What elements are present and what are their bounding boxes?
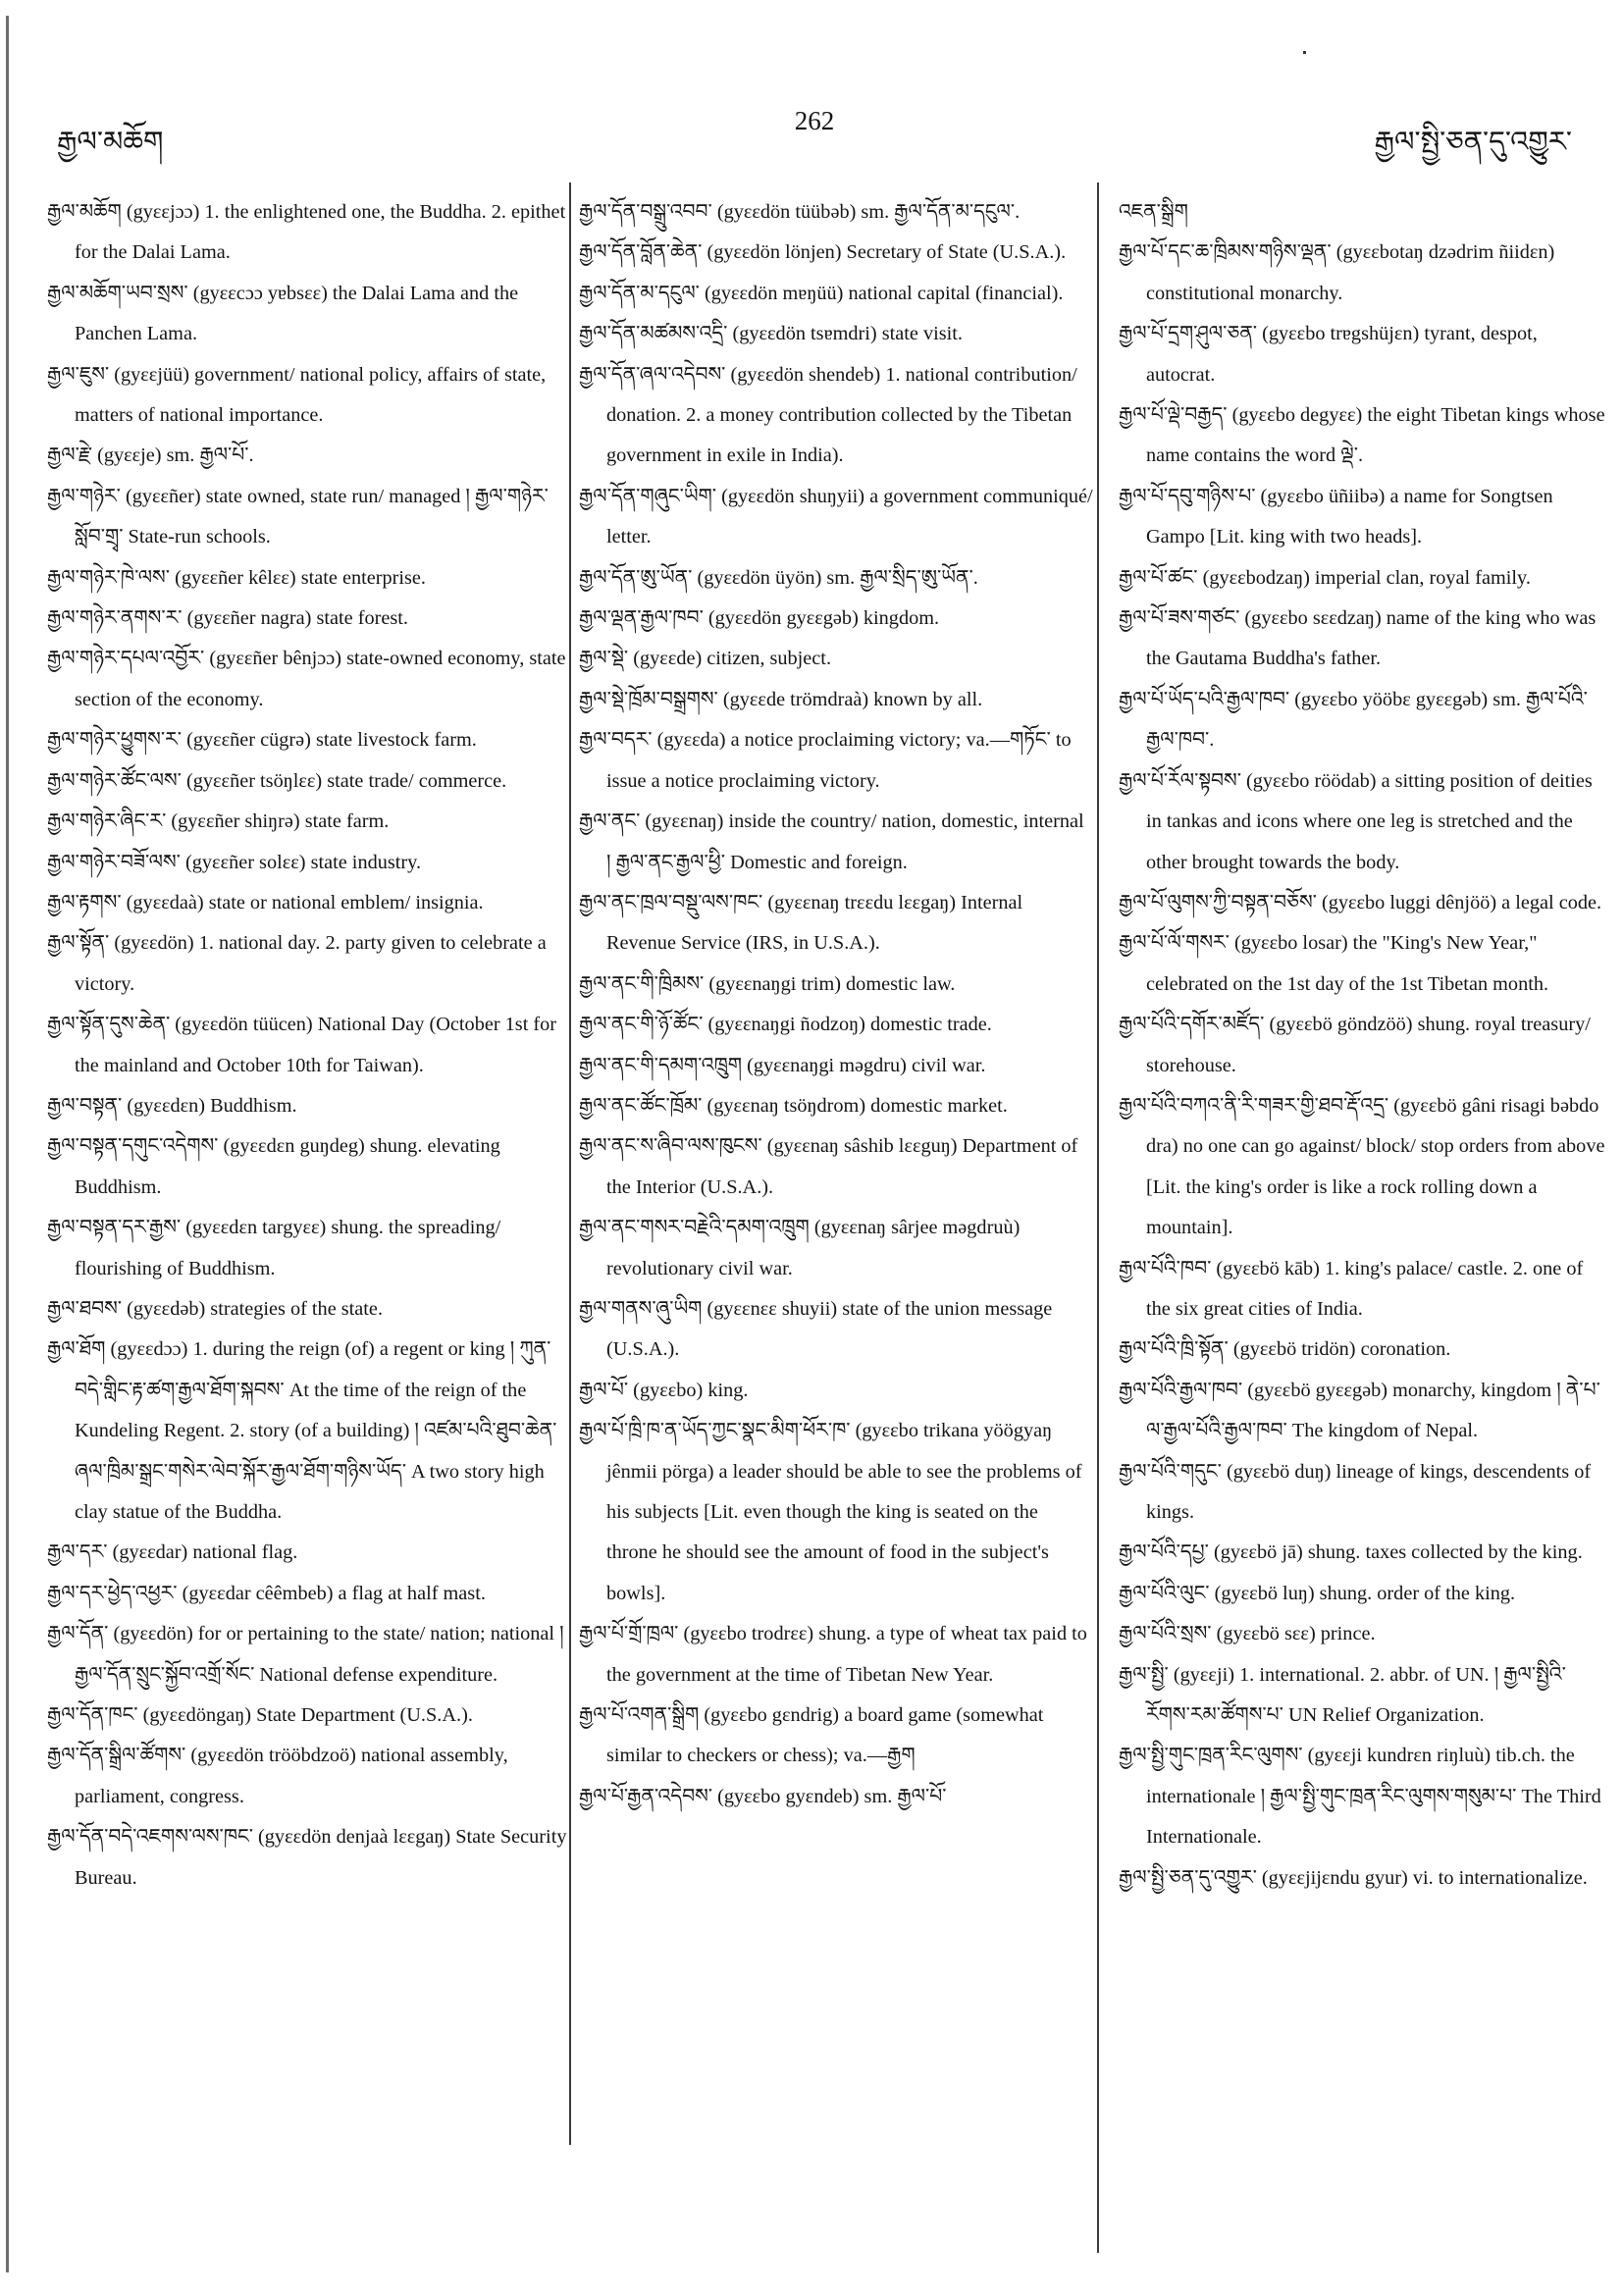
dictionary-entry: རྒྱལ་དོན་མ་དངུལ་ (gyɛɛdön mɐŋüü) national capital (financial). — [579, 282, 1064, 304]
dictionary-entry: རྒྱལ་ནང་གི་ཁྲིམས་ (gyɛɛnaŋgi trim) domestic law. — [579, 972, 956, 995]
dictionary-entry: རྒྱལ་ཐོག (gyɛɛdɔɔ) 1. during the reign (of) a regent or king ། ཀུན་བདེ་གླིང་རྟ་ཚག་རྒྱལ་ཐོག་སྐབས་ At the time of the reign of the Kundeling Regent. 2. story (of a building) ། འཛམ་པའི་ཐུབ་ཆེན་ཞལ་ཁྲིམ་སྒྲང་གསེར་ལེབ་སྐོར་རྒྱལ་ཐོག་གཉིས་ཡོད་ A two story high clay statue of the Buddha. — [47, 1338, 557, 1523]
dictionary-entry: རྒྱལ་པོ་ཚང་ (gyɛɛbodzaŋ) imperial clan, royal family. — [1119, 566, 1531, 589]
dictionary-entry: རྒྱལ་པོའི་དགོར་མཛོད་ (gyɛɛbö göndzöö) shung. royal treasury/ storehouse. — [1119, 1014, 1591, 1076]
dictionary-entry: རྒྱལ་ཇུས་ (gyɛɛjüü) government/ national policy, affairs of state, matters of national importance. — [47, 363, 547, 427]
dictionary-entry: རྒྱལ་ནང་ཁྲལ་བསྡུ་ལས་ཁང་ (gyɛɛnaŋ trɛɛdu lɛɛgaŋ) Internal Revenue Service (IRS, in U.S.A.). — [579, 891, 1023, 955]
page-number: 262 — [794, 106, 835, 135]
dictionary-entry: རྒྱལ་དར་ཕྱེད་འཕྱར་ (gyɛɛdar cêêmbeb) a flag at half mast. — [47, 1582, 486, 1604]
dictionary-entry: རྒྱལ་པོ་ལུགས་ཀྱི་བསྟན་བཅོས་ (gyɛɛbo luggi dênjöö) a legal code. — [1119, 891, 1602, 913]
dictionary-entry: རྒྱལ་ནང་གི་དམག་འཁྲུག (gyɛɛnaŋgi məgdru) civil war. — [579, 1054, 986, 1076]
dictionary-entry: རྒྱལ་བསྟན་ (gyɛɛdɛn) Buddhism. — [47, 1094, 297, 1117]
dictionary-entry: རྒྱལ་པོ་རོལ་སྟབས་ (gyɛɛbo röödab) a sitting position of deities in tankas and icons where one leg is stretched and the other brought towards the body. — [1119, 769, 1593, 873]
dictionary-entry: རྒྱལ་དོན་ཨུ་ཡོན་ (gyɛɛdön üyön) sm. རྒྱལ་སྲིད་ཨུ་ཡོན་. — [579, 566, 978, 589]
dictionary-entry: རྒྱལ་དོན་ཁང་ (gyɛɛdöngaŋ) State Department (U.S.A.). — [47, 1704, 473, 1727]
dictionary-entry: རྒྱལ་པོ་ཡོད་པའི་རྒྱལ་ཁབ་ (gyɛɛbo yööbɛ gyɛɛgəb) sm. རྒྱལ་པོའི་རྒྱལ་ཁབ་. — [1119, 688, 1588, 752]
dictionary-entry: རྒྱལ་སྤྱི་ (gyɛɛji) 1. international. 2. abbr. of UN. ། རྒྱལ་སྤྱིའི་རོགས་རམ་ཚོགས་པ་ UN Relief Organization. — [1119, 1663, 1566, 1727]
dictionary-entry: རྒྱལ་གཉེར་ཞིང་ར་ (gyɛɛñer shiŋrə) state farm. — [47, 810, 390, 833]
dictionary-entry: རྒྱལ་རྟགས་ (gyɛɛdaà) state or national emblem/ insignia. — [47, 891, 484, 913]
dictionary-entry: རྒྱལ་པོ་ (gyɛɛbo) king. — [579, 1379, 749, 1401]
dictionary-entry: རྒྱལ་ནང་གི་ཉོ་ཚོང་ (gyɛɛnaŋgi ñodzoŋ) domestic trade. — [579, 1014, 992, 1036]
dictionary-entry: རྒྱལ་དོན་བདེ་འཇགས་ལས་ཁང་ (gyɛɛdön denjaà lɛɛgaŋ) State Security Bureau. — [47, 1826, 567, 1889]
dictionary-entry: རྒྱལ་གཉེར་ཁེ་ལས་ (gyɛɛñer kêlɛɛ) state enterprise. — [47, 566, 426, 589]
dictionary-entry: རྒྱལ་པོའི་གདུང་ (gyɛɛbö duŋ) lineage of kings, descendents of kings. — [1119, 1460, 1592, 1523]
dictionary-entry: རྒྱལ་མཆོག་ཡབ་སྲས་ (gyɛɛcɔɔ yɐbsɛɛ) the Dalai Lama and the Panchen Lama. — [47, 282, 519, 345]
right-running-head: རྒྱལ་སྤྱི་ཅན་དུ་འགྱུར་ — [1374, 127, 1572, 158]
dictionary-entry: རྒྱལ་སྟོན་ (gyɛɛdön) 1. national day. 2. party given to celebrate a victory. — [47, 932, 547, 995]
dictionary-entry: རྒྱལ་དར་ (gyɛɛdar) national flag. — [47, 1541, 298, 1564]
dictionary-entry: རྒྱལ་ནང་ཚོང་ཁྲོམ་ (gyɛɛnaŋ tsöŋdrom) domestic market. — [579, 1094, 1008, 1117]
dictionary-entry: རྒྱལ་པོ་ཁྲི་ཁ་ན་ཡོད་ཀྱང་སྣང་མིག་ཕོར་ཁ་ (gyɛɛbo trikana yöögyaŋ jênmii pörga) a leader should be able to see the problems of his subjects [Lit. even though the king is seated on the throne he should see the amount of food in the subject's bowls]. — [579, 1420, 1082, 1604]
dictionary-entry: རྒྱལ་སྡེ་ (gyɛɛde) citizen, subject. — [579, 648, 832, 670]
dictionary-entry: རྒྱལ་ནང་གསར་བརྗེའི་དམག་འཁྲུག (gyɛɛnaŋ sârjee məgdruù) revolutionary civil war. — [579, 1217, 1021, 1279]
dictionary-entry: རྒྱལ་གཉེར་ (gyɛɛñer) state owned, state run/ managed ། རྒྱལ་གཉེར་སློབ་གྲྭ་ State-run schools. — [47, 485, 549, 548]
dictionary-entry: རྒྱལ་དོན་བསྒྲུ་འབབ་ (gyɛɛdön tüübəb) sm. རྒྱལ་དོན་མ་དངུལ་. — [579, 201, 1021, 223]
column-3 — [1119, 192, 1609, 1899]
scan-speck — [1303, 51, 1306, 54]
dictionary-entry: རྒྱལ་རྗེ་ (gyɛɛje) sm. རྒྱལ་པོ་. — [47, 444, 254, 467]
dictionary-entry: རྒྱལ་གཉེར་ནགས་ར་ (gyɛɛñer nagra) state forest. — [47, 607, 408, 630]
dictionary-entry: རྒྱལ་པོ་ལོ་གསར་ (gyɛɛbo losar) the "King's New Year," celebrated on the 1st day of the 1st Tibetan month. — [1119, 932, 1549, 995]
dictionary-entry: རྒྱལ་པོའི་དཔྱ་ (gyɛɛbö jā) shung. taxes collected by the king. — [1119, 1541, 1583, 1564]
dictionary-entry: རྒྱལ་སྡེ་ཁྲོམ་བསྒྲགས་ (gyɛɛde trömdraà) known by all. — [579, 688, 983, 710]
dictionary-entry: རྒྱལ་པོ་འགན་སྒྲིག (gyɛɛbo gɛndrig) a board game (somewhat similar to checkers or chess); va.—རྒྱག — [579, 1704, 1044, 1767]
dictionary-entry: རྒྱལ་དོན་ཞལ་འདེབས་ (gyɛɛdön shendeb) 1. national contribution/ donation. 2. a money contribution collected by the Tibetan government in exile in India). — [579, 363, 1077, 467]
dictionary-entry: རྒྱལ་ཐབས་ (gyɛɛdəb) strategies of the state. — [47, 1297, 384, 1320]
column-1 — [47, 192, 577, 1899]
dictionary-entry: རྒྱལ་གཉེར་དཔལ་འབྱོར་ (gyɛɛñer bênjɔɔ) state-owned economy, state section of the economy. — [47, 648, 566, 710]
dictionary-entry: རྒྱལ་པོའི་ལུང་ (gyɛɛbö luŋ) shung. order of the king. — [1119, 1582, 1516, 1604]
page-binding-edge — [6, 16, 9, 2272]
dictionary-entry: རྒྱལ་དོན་གཞུང་ཡིག་ (gyɛɛdön shuŋyii) a government communiqué/ letter. — [579, 485, 1093, 548]
column-rule-2 — [1097, 183, 1099, 2253]
dictionary-entry: རྒྱལ་པོའི་བཀའ་ནི་རི་གཟར་གྱི་ཐབ་རྡོ་འདྲ་ (gyɛɛbö gâni risagi bəbdo dra) no one can go against/ block/ stop orders from above [Lit. the king's order is like a rock rolling down a mountain]. — [1119, 1094, 1605, 1239]
dictionary-entry: རྒྱལ་པོ་རྒྱན་འདེབས་ (gyɛɛbo gyɛndeb) sm. རྒྱལ་པོ་ — [579, 1785, 947, 1807]
dictionary-entry: རྒྱལ་ནང་ས་ཞིབ་ལས་ཁུངས་ (gyɛɛnaŋ sâshib lɛɛguŋ) Department of the Interior (U.S.A.). — [579, 1135, 1078, 1198]
dictionary-entry: རྒྱལ་བསྟན་དར་རྒྱས་ (gyɛɛdɛn targyɛɛ) shung. the spreading/ flourishing of Buddhism. — [47, 1217, 501, 1279]
dictionary-entry: རྒྱལ་དོན་བློན་ཆེན་ (gyɛɛdön lönjen) Secretary of State (U.S.A.). — [579, 241, 1067, 264]
dictionary-entry: རྒྱལ་བདར་ (gyɛɛda) a notice proclaiming victory; va.—གཏོང་ to issue a notice proclaiming victory. — [579, 729, 1072, 792]
dictionary-entry: རྒྱལ་གཉེར་ཕྱུགས་ར་ (gyɛɛñer cügrə) state livestock farm. — [47, 729, 477, 752]
dictionary-entry: རྒྱལ་པོའི་སྲས་ (gyɛɛbö sɛɛ) prince. — [1119, 1623, 1376, 1645]
dictionary-entry: རྒྱལ་པོའི་ཁྲི་སྟོན་ (gyɛɛbö tridön) coronation. — [1119, 1338, 1451, 1361]
dictionary-entry: རྒྱལ་དོན་ (gyɛɛdön) for or pertaining to the state/ nation; national ། རྒྱལ་དོན་སྲུང་སྐྱོབ་འགྲོ་སོང་ National defense expenditure. — [47, 1623, 564, 1686]
dictionary-entry: རྒྱལ་པོ་ཟས་གཙང་ (gyɛɛbo sɛɛdzaŋ) name of the king who was the Gautama Buddha's father. — [1119, 607, 1597, 670]
dictionary-entry: རྒྱལ་གཉེར་ཚོང་ལས་ (gyɛɛñer tsöŋlɛɛ) state trade/ commerce. — [47, 769, 507, 792]
dictionary-entry: རྒྱལ་དོན་མཚམས་འདྲི་ (gyɛɛdön tsɐmdri) state visit. — [579, 323, 963, 345]
column-2 — [579, 192, 1093, 1817]
dictionary-entry: རྒྱལ་སྟོན་དུས་ཆེན་ (gyɛɛdön tüücen) National Day (October 1st for the mainland and October 10th for Taiwan). — [47, 1014, 557, 1076]
dictionary-entry: རྒྱལ་གནས་ཞུ་ཡིག (gyɛɛnɛɛ shuyii) state of the union message (U.S.A.). — [579, 1297, 1053, 1361]
dictionary-entry: རྒྱལ་བསྟན་དགུང་འདེགས་ (gyɛɛdɛn guŋdeg) shung. elevating Buddhism. — [47, 1135, 500, 1198]
dictionary-entry: རྒྱལ་མཆོག (gyɛɛjɔɔ) 1. the enlightened one, the Buddha. 2. epithet for the Dalai Lama. — [47, 201, 566, 264]
left-running-head: རྒྱལ་མཆོག — [57, 127, 164, 158]
dictionary-entry: རྒྱལ་པོ་དབུ་གཉིས་པ་ (gyɛɛbo üñiibə) a name for Songtsen Gampo [Lit. king with two heads]. — [1119, 485, 1553, 548]
dictionary-entry: རྒྱལ་པོ་དྲག་ཤུལ་ཅན་ (gyɛɛbo trɐgshüjɛn) tyrant, despot, autocrat. — [1119, 323, 1538, 386]
dictionary-entry: རྒྱལ་སྤྱི་ཅན་དུ་འགྱུར་ (gyɛɛjijɛndu gyur) vi. to internationalize. — [1119, 1866, 1588, 1889]
dictionary-entry: རྒྱལ་ནང་ (gyɛɛnaŋ) inside the country/ nation, domestic, internal ། རྒྱལ་ནང་རྒྱལ་ཕྱི་ Domestic and foreign. — [579, 810, 1084, 873]
dictionary-entry: འཇན་སྒྲིག — [1119, 201, 1188, 223]
dictionary-entry: རྒྱལ་ལྡན་རྒྱལ་ཁབ་ (gyɛɛdön gyɛɛgəb) kingdom. — [579, 607, 940, 630]
dictionary-entry: རྒྱལ་སྤྱི་གུང་ཁྲན་རིང་ལུགས་ (gyɛɛji kundrɛn riŋluù) tib.ch. the internationale ། རྒྱལ་སྤྱི་གུང་ཁྲན་རིང་ལུགས་གསུམ་པ་ The Third Internationale. — [1119, 1745, 1601, 1849]
dictionary-entry: རྒྱལ་པོ་གྲོ་ཁྲལ་ (gyɛɛbo trodrɛɛ) shung. a type of wheat tax paid to the government at the time of Tibetan New Year. — [579, 1623, 1087, 1686]
dictionary-entry: རྒྱལ་གཉེར་བཟོ་ལས་ (gyɛɛñer solɛɛ) state industry. — [47, 851, 422, 873]
dictionary-entry: རྒྱལ་པོའི་རྒྱལ་ཁབ་ (gyɛɛbö gyɛɛgəb) monarchy, kingdom ། ནེ་པ་ལ་རྒྱལ་པོའི་རྒྱལ་ཁབ་ The kingdom of Nepal. — [1119, 1379, 1600, 1442]
dictionary-entry: རྒྱལ་པོ་དང་ཆ་ཁྲིམས་གཉིས་ལྡན་ (gyɛɛbotaŋ dzədrim ñiidɛn) constitutional monarchy. — [1119, 241, 1555, 304]
dictionary-entry: རྒྱལ་པོ་ལྡེ་བརྒྱད་ (gyɛɛbo degyɛɛ) the eight Tibetan kings whose name contains the word ལྡེ་. — [1119, 404, 1605, 467]
dictionary-entry: རྒྱལ་པོའི་ཁབ་ (gyɛɛbö kāb) 1. king's palace/ castle. 2. one of the six great cities of India. — [1119, 1257, 1584, 1320]
dictionary-entry: རྒྱལ་དོན་སྒྲིལ་ཚོགས་ (gyɛɛdön trööbdzoö) national assembly, parliament, congress. — [47, 1745, 508, 1807]
